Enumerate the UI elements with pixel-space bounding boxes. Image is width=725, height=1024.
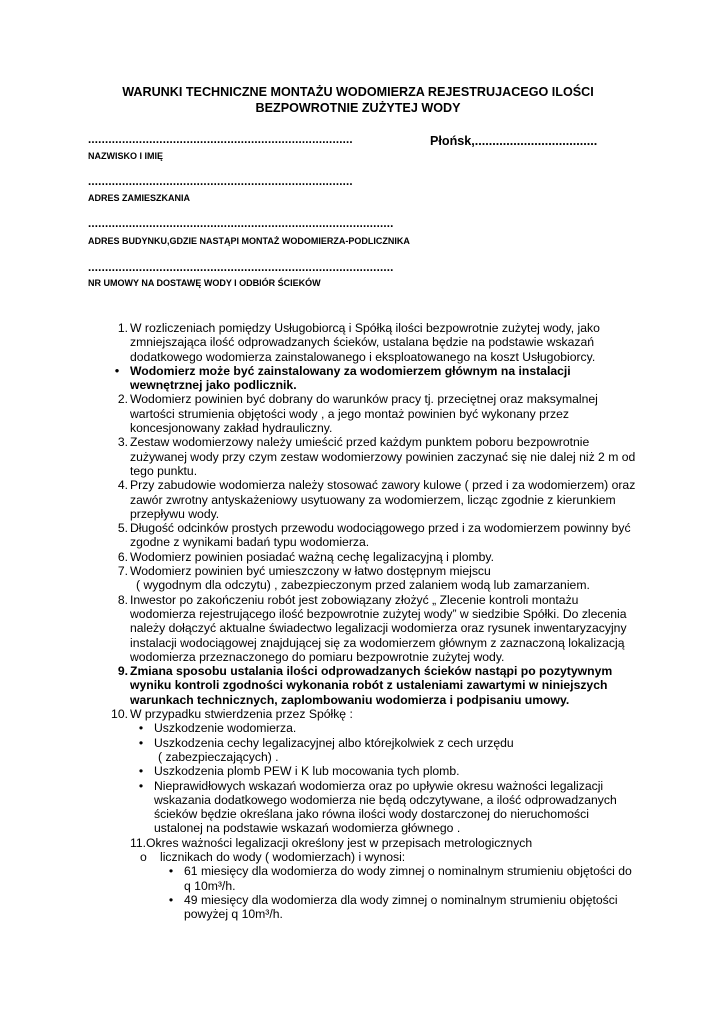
contract-number-dots: .......................................................................................... xyxy=(88,262,394,274)
sub-list-item: • 49 miesięcy dla wodomierza dla wody zimnej o nominalnym strumieniu objętości powyżej q 10m³/h. xyxy=(168,892,618,922)
city-date-field: Płońsk,................................... xyxy=(430,134,598,148)
document-title xyxy=(88,84,628,116)
title-line-2: BEZPOWROTNIE ZUŻYTEJ WODY xyxy=(255,101,461,115)
list-item: 1. W rozliczeniach pomiędzy Usługobiorcą i Spółką ilości bezpowrotnie zużytej wody, jako zmniejszająca ilość odprowadzanych ścieków, ustalana będzie na podstawie wskazań dodatkowego wodomierza zainstalowanego i eksploatowanego na koszt Usługobiorcy. xyxy=(117,321,600,364)
name-dots: .............................................................................. xyxy=(88,134,353,146)
list-item: 8. Inwestor po zakończeniu robót jest zobowiązany złożyć „ Zlecenie kontroli montażu wodomierza rejestrującego ilość bezpowrotnie zużytej wody” w siedzibie Spółki. Do zlecenia należy dołączyć aktualne świadectwo legalizacji wodomierza oraz rysunek inwentaryzacyjny instalacji wodociągowej znajdującej się za wodomierzem głównym z zaznaczoną lokalizacją wodomierza przeznaczonego do pomiaru bezpowrotnie zużytej wody. xyxy=(117,592,627,664)
title-line-1: WARUNKI TECHNICZNE MONTAŻU WODOMIERZA REJESTRUJACEGO ILOŚCI xyxy=(122,85,594,99)
sub-list-item: • Uszkodzenia cechy legalizacyjnej albo którejkolwiek z cech urzędu ( zabezpieczających) . xyxy=(138,735,514,764)
building-address-dots: .......................................................................................... xyxy=(88,218,394,230)
list-item: • Wodomierz może być zainstalowany za wodomierzem głównym na instalacji wewnętrznej jako podlicznik. xyxy=(114,363,571,393)
list-item: 5. Długość odcinków prostych przewodu wodociągowego przed i za wodomierzem powinny być zgodne z wynikami badań typu wodomierza. xyxy=(117,521,631,550)
contract-number-label: NR UMOWY NA DOSTAWĘ WODY I ODBIÓR ŚCIEKÓW xyxy=(88,278,321,288)
item-11-lead: 11.Okres ważności legalizacji określony jest w przepisach metrologicznych xyxy=(130,835,533,850)
sub-list-item: • Uszkodzenie wodomierza. xyxy=(138,721,297,736)
item10-sublist xyxy=(130,721,636,835)
item11-sublist xyxy=(160,864,636,921)
list-item: 4. Przy zabudowie wodomierza należy stosować zawory kulowe ( przed i za wodomierzem) oraz zawór zwrotny antyskażeniowy usytuowany za wodomierzem, licząc zgodnie z kierunkiem przepływu wody. xyxy=(117,478,636,521)
building-address-label: ADRES BUDYNKU,GDZIE NASTĄPI MONTAŻ WODOMIERZA-PODLICZNIKA xyxy=(88,236,410,246)
list-item: 10. W przypadku stwierdzenia przez Spółkę : xyxy=(111,707,353,722)
sub-list-item: • 61 miesięcy dla wodomierza do wody zimnej o nominalnym strumieniu objętości do q 10m³/h. xyxy=(168,864,632,893)
list-item: 2. Wodomierz powinien być dobrany do warunków pracy tj. przeciętnej oraz maksymalnej wartości strumienia objętości wody , a jego montaż powinien być wykonany przez koncesjonowany zakład hydrauliczny. xyxy=(117,392,598,436)
list-item: 9. Zmiana sposobu ustalania ilości odprowadzanych ścieków nastąpi po pozytywnym wyniku kontroli zgodności wykonania robót z ustaleniami zawartymi w niniejszych warunkach technicznych, zaplombowaniu wodomierza i podpisaniu umowy. xyxy=(117,664,613,707)
sub-list-item: • Uszkodzenia plomb PEW i K lub mocowania tych plomb. xyxy=(138,764,460,779)
item-11-o-line: o licznikach do wody ( wodomierzach) i wynosi: xyxy=(140,849,406,864)
list-item: 7. Wodomierz powinien być umieszczony w łatwo dostępnym miejscu ( wygodnym dla odczytu) , zabezpieczonym przed zalaniem wodą lub zamarzaniem. xyxy=(117,564,590,593)
address-label: ADRES ZAMIESZKANIA xyxy=(88,193,191,203)
address-dots: .............................................................................. xyxy=(88,176,353,188)
conditions-list xyxy=(106,321,636,921)
list-item: 3. Zestaw wodomierzowy należy umieścić przed każdym punktem poboru bezpowrotnie zużywanej wody przy czym zestaw wodomierzowy powinien zaczynać się nie dalej niż 2 m od tego punktu. xyxy=(117,435,636,478)
item-11 xyxy=(130,836,636,922)
name-label: NAZWISKO I IMIĘ xyxy=(88,151,163,161)
list-item: 6. Wodomierz powinien posiadać ważną cechę legalizacyjną i plomby. xyxy=(117,549,495,564)
sub-list-item: • Nieprawidłowych wskazań wodomierza oraz po upływie okresu ważności legalizacji wskazania dodatkowego wodomierza nie będą odczytywane, a ilość odprowadzanych ścieków będzie określana jako równa ilości wody dostarczonej do nieruchomości ustalonej na podstawie wskazań wodomierza głównego . xyxy=(138,778,617,836)
